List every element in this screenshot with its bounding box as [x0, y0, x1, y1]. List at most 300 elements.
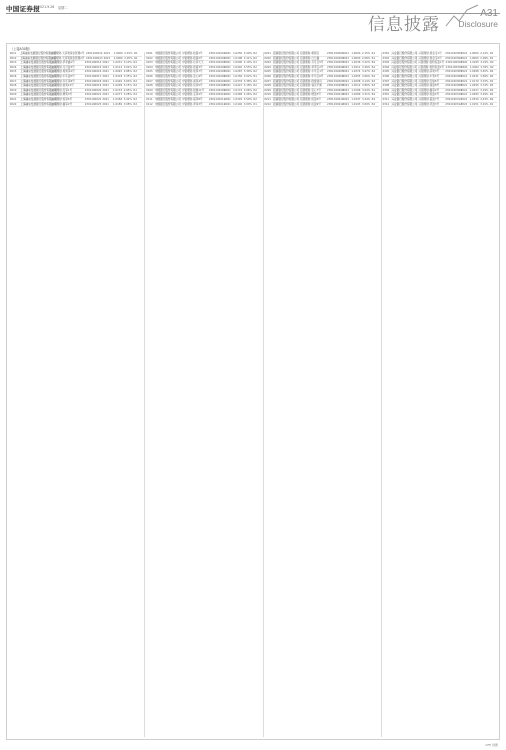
table-cell-c: 3.45% [480, 70, 489, 74]
table-cell-prod: 兴银理财-悦盈4号 [418, 93, 440, 97]
table-cell-b: 1.0333 [233, 79, 243, 83]
table-cell-no: 0011 [9, 52, 17, 55]
table-cell-c: 3.34% [480, 65, 489, 69]
table-cell-c: 2.08% [361, 56, 371, 60]
table-cell-c: 3.74% [480, 84, 489, 88]
table-cell-c: 2.12% [480, 52, 489, 55]
table-cell-name: 兴业银行股份有限公司 [391, 84, 418, 88]
table-cell-d: R2 [253, 56, 257, 60]
table-cell-code: 2301190014 [84, 61, 102, 65]
table-cell-no: 0101 [146, 52, 153, 55]
table-cell-d: R2 [253, 88, 257, 92]
table-cell-name: 中国银行股份有限公司 [154, 65, 181, 69]
table-cell-no: 0205 [264, 70, 271, 74]
table-cell-name: 中国银行股份有限公司 [154, 56, 181, 60]
table-cell-c: 3.38% [243, 79, 252, 83]
table-cell-name: 招商银行股份有限公司 [273, 88, 300, 92]
table-cell-a: 2021 [342, 79, 350, 83]
table-cell-no: 0309 [382, 88, 390, 92]
table-cell-no: 0106 [146, 74, 153, 78]
table-cell-code: 2301190102 [208, 56, 226, 60]
table-cell-a: 2021 [460, 84, 468, 88]
table-cell-d: R1 [134, 56, 138, 60]
table-cell-b: 1.0302 [469, 65, 479, 69]
table-cell-code: 2301190205 [327, 70, 344, 74]
table-cell-c: 3.42% [123, 97, 132, 101]
table-cell-no: 0310 [382, 93, 390, 97]
table-cell-c: 3.18% [243, 84, 252, 88]
table-cell-no: 0211 [264, 97, 271, 101]
table-cell-prod: 招银理财-睿远平衡 [300, 84, 322, 88]
table-cell-a: 2021 [342, 52, 350, 55]
table-cell-code: 2301190017 [84, 74, 102, 78]
table-cell-d: R2 [253, 65, 257, 69]
table-cell-c: 3.55% [243, 65, 252, 69]
table-cell-name: 上海浦东发展银行股份有限公司 [20, 88, 57, 92]
table-cell-d: R2 [371, 70, 376, 74]
table-cell-code: 2301190019 [84, 84, 102, 88]
table-row [264, 103, 379, 108]
table-cell-b: 1.0245 [469, 61, 479, 65]
table-cell-no: 0102 [146, 56, 153, 60]
table-cell-code: 2301190212 [327, 102, 344, 106]
table-cell-code: 2301190016 [84, 70, 102, 74]
table-cell-b: 1.0512 [351, 84, 361, 88]
table-cell-a: 2021 [224, 93, 231, 97]
table-cell-prod: 中银理财-稳富1号 [181, 52, 203, 55]
table-cell-a: 2021 [460, 102, 468, 106]
table-cell-b: 1.0268 [233, 93, 243, 97]
table-cell-code: 2301190203 [327, 61, 344, 65]
table-cell-a: 2021 [342, 65, 350, 69]
section-title: 信息披露 [368, 15, 440, 35]
table-cell-a: 2021 [460, 56, 468, 60]
table-cell-c: 2.10% [243, 61, 252, 65]
paper-name: 中国证券报 [6, 5, 40, 13]
table-cell-code: 2301190310 [445, 93, 462, 97]
table-cell-code: 2301190311 [445, 97, 462, 101]
table-cell-d: R1 [253, 61, 257, 65]
table-cell-b: 1.0179 [469, 79, 479, 83]
table-cell-a: 2021 [102, 102, 109, 106]
table-cell-no: 0022 [9, 102, 17, 106]
table-cell-d: R2 [133, 70, 137, 74]
table-cell-prod: 浦银理财-月月盈3号 [51, 65, 75, 69]
table-cell-code: 2301190312 [445, 102, 462, 106]
table-cell-name: 上海浦东发展银行股份有限公司 [20, 74, 57, 78]
table-cell-code: 2301190202 [327, 56, 344, 60]
table-cell-a: 2021 [460, 93, 468, 97]
table-cell-a: 2021 [342, 70, 350, 74]
table-cell-prod: 招银理财-增盈3号 [300, 93, 321, 97]
table-cell-no: 0307 [382, 79, 390, 83]
table-cell-name: 兴业银行股份有限公司 [391, 61, 418, 65]
table-cell-code: 2301190023 [84, 102, 102, 106]
table-cell-c: 3.47% [361, 70, 371, 74]
table-cell-b: 1.0189 [113, 102, 123, 106]
table-row [145, 103, 260, 108]
table-cell-a: 2021 [224, 84, 231, 88]
table-cell-b: 1.0174 [233, 88, 243, 92]
table-cell-prod: 中银理财-悦享7号 [181, 70, 203, 74]
table-cell-a: 2021 [460, 97, 468, 101]
table-cell-code: 2301190211 [327, 97, 344, 101]
table-cell-no: 0109 [146, 88, 153, 92]
table-cell-prod: 浦银理财-稳利12号 [51, 84, 74, 88]
table-cell-no: 0013 [9, 61, 17, 65]
table-row [382, 103, 497, 108]
table-cell-name: 招商银行股份有限公司 [273, 70, 300, 74]
table-cell-prod: 浦银理财-周周享2号 [51, 70, 75, 74]
table-cell-a: 2021 [224, 61, 231, 65]
table-cell-prod: 浦银理财-年年享8号 [51, 79, 75, 83]
table-cell-b: 1.0289 [351, 93, 361, 97]
table-cell-name: 兴业银行股份有限公司 [391, 74, 418, 78]
table-cell-c: 3.50% [243, 97, 252, 101]
table-cell-d: R2 [371, 79, 376, 83]
table-cell-name: 招商银行股份有限公司 [273, 97, 300, 101]
table-cell-a: 2021 [224, 52, 231, 55]
table-cell-d: R2 [253, 79, 257, 83]
table-cell-d: R1 [134, 52, 138, 55]
table-cell-no: 0012 [9, 56, 17, 60]
table-cell-a: 2021 [460, 88, 468, 92]
table-cell-no: 0103 [146, 61, 153, 65]
table-cell-no: 0019 [9, 88, 17, 92]
table-cell-code: 2301190018 [84, 79, 102, 83]
table-cell-a: 2021 [224, 102, 231, 106]
table-cell-c: 3.35% [123, 74, 132, 78]
table-cell-prod: 浦银理财-悦享6号 [51, 97, 73, 101]
table-cell-a: 2021 [342, 61, 350, 65]
table-cell-name: 招商银行股份有限公司 [273, 102, 300, 106]
table-cell-name: 招商银行股份有限公司 [273, 84, 300, 88]
table-cell-code: 2301190012 [86, 52, 103, 55]
table-cell-b: 1.0221 [233, 84, 243, 88]
table-cell-c: 3.30% [243, 70, 252, 74]
table-cell-a: 2021 [342, 74, 350, 78]
table-cell-c: 3.66% [361, 74, 371, 78]
table-cell-b: 1.0431 [469, 74, 479, 78]
table-cell-name: 中国银行股份有限公司 [154, 88, 181, 92]
table-cell-prod: 招银理财-季季宝2号 [300, 65, 324, 69]
table-cell-c: 3.29% [480, 93, 489, 97]
table-cell-prod: 浦银理财-天添利现金管理1号 [50, 52, 85, 55]
table-cell-b: 1.0208 [351, 79, 361, 83]
table-cell-b: 1.0000 [351, 52, 361, 55]
table-cell-name: 招商银行股份有限公司 [273, 65, 300, 69]
table-cell-d: R1 [133, 88, 137, 92]
table-cell-c: 3.58% [480, 74, 489, 78]
table-cell-b: 1.0227 [469, 88, 479, 92]
table-cell-name: 上海浦东发展银行股份有限公司 [20, 102, 57, 106]
table-cell-name: 兴业银行股份有限公司 [391, 88, 418, 92]
table-cell-code: 2301190013 [86, 56, 103, 60]
table-cell-b: 1.0045 [113, 70, 123, 74]
table-cell-c: 3.02% [243, 74, 252, 78]
table-cell-name: 上海浦东发展银行股份有限公司 [20, 79, 57, 83]
table-cell-a: 2021 [224, 65, 231, 69]
table-cell-d: R1 [371, 52, 376, 55]
table-cell-prod: 兴银理财-现金宝1号 [418, 52, 442, 55]
table-cell-no: 0016 [9, 74, 17, 78]
table-cell-d: R2 [253, 52, 257, 55]
table-cell-name: 中国银行股份有限公司 [154, 102, 181, 106]
table-cell-no: 0108 [146, 84, 153, 88]
table-cell-code: 2301190106 [208, 74, 226, 78]
table-cell-c: 2.15% [361, 52, 371, 55]
table-cell-b: 1.0347 [351, 97, 361, 101]
table-cell-c: 3.08% [123, 102, 132, 106]
table-cell-name: 中国银行股份有限公司 [154, 84, 181, 88]
table-cell-c: 3.06% [243, 88, 252, 92]
table-cell-c: 3.00% [243, 102, 252, 106]
table-cell-c: 3.44% [361, 97, 371, 101]
table-cell-d: R2 [489, 70, 494, 74]
table-cell-no: 0203 [264, 61, 271, 65]
table-cell-d: R3 [489, 84, 494, 88]
table-cell-d: R2 [489, 93, 494, 97]
table-cell-b: 1.0231 [113, 61, 123, 65]
table-cell-d: R2 [253, 93, 257, 97]
table-cell-a: 2021 [460, 79, 468, 83]
table-cell-code: 2301190015 [84, 65, 102, 69]
table-cell-no: 0014 [9, 65, 17, 69]
table-cell-d: R2 [489, 97, 494, 101]
table-cell-name: 招商银行股份有限公司 [273, 79, 300, 83]
table-cell-prod: 兴银理财-现金宝2号 [418, 56, 442, 60]
table-cell-d: R2 [133, 79, 137, 83]
table-cell-b: 1.0283 [469, 93, 479, 97]
table-cell-d: R1 [253, 102, 257, 106]
table-cell-d: R2 [253, 97, 257, 101]
table-cell-b: 1.0250 [233, 52, 243, 55]
table-cell-no: 0311 [382, 97, 390, 101]
table-cell-c: 3.24% [480, 61, 489, 65]
table-cell-a: 2021 [102, 70, 109, 74]
table-cell-b: 1.0198 [233, 56, 243, 60]
table-cell-a: 2021 [102, 61, 109, 65]
table-cell-a: 2021 [224, 74, 231, 78]
table-cell-d: R2 [371, 93, 376, 97]
table-cell-code: 2301190304 [445, 65, 463, 69]
table-cell-d: R2 [133, 61, 137, 65]
table-cell-code: 2301190307 [445, 79, 462, 83]
table-cell-prod: 浦银理财-天添利现金管理2号 [50, 56, 85, 60]
masthead [0, 0, 506, 40]
table-cell-d: R2 [253, 84, 257, 88]
table-cell-d: R2 [489, 74, 494, 78]
table-cell-b: 1.0000 [113, 52, 123, 55]
table-cell-no: 0017 [9, 79, 17, 83]
section-subtitle: Disclosure [458, 19, 498, 29]
table-cell-a: 2021 [103, 52, 111, 55]
table-cell-b: 1.0374 [351, 70, 361, 74]
table-cell-name: 兴业银行股份有限公司 [391, 65, 418, 69]
table-cell-d: R2 [133, 93, 137, 97]
table-cell-d: R2 [133, 97, 137, 101]
table-cell-no: 0110 [146, 93, 153, 97]
table-cell-code: 2301190101 [208, 52, 226, 55]
table-cell-no: 0018 [9, 84, 17, 88]
table-cell-b: 1.0318 [113, 74, 123, 78]
table-cell-a: 2021 [102, 97, 109, 101]
table-cell-d: R1 [489, 79, 494, 83]
table-cell-c: 2.09% [480, 56, 489, 60]
table-cell-prod: 招银理财-半年宝1号 [300, 70, 324, 74]
table-cell-no: 0206 [264, 74, 271, 78]
table-cell-prod: 中银理财-睿享4号 [181, 79, 203, 83]
table-cell-a: 2021 [102, 84, 109, 88]
table-cell-no: 0304 [382, 65, 390, 69]
table-cell-code: 2301190210 [327, 93, 344, 97]
table-cell-d: R2 [371, 65, 376, 69]
table-cell-a: 2021 [460, 74, 468, 78]
table-cell-no: 0015 [9, 70, 17, 74]
table-cell-b: 1.0166 [351, 88, 361, 92]
table-cell-a: 2021 [460, 52, 468, 55]
table-cell-prod: 兴银理财-稳利恒盈2号 [418, 65, 445, 69]
table-cell-b: 1.0402 [233, 65, 243, 69]
table-cell-no: 0107 [146, 79, 153, 83]
table-cell-code: 2301190303 [445, 61, 463, 65]
table-cell-name: 上海浦东发展银行股份有限公司 [20, 61, 57, 65]
table-cell-b: 1.0420 [113, 79, 123, 83]
table-cell-no: 0208 [264, 84, 271, 88]
table-column [9, 52, 142, 737]
table-cell-code: 2301190309 [445, 88, 462, 92]
table-cell-code: 2301190301 [445, 52, 462, 55]
table-cell-no: 0308 [382, 84, 390, 88]
table-cell-a: 2021 [103, 56, 111, 60]
table-cell-b: 1.0311 [351, 65, 361, 69]
paper-weekday: 星期二 [58, 6, 68, 10]
table-cell-no: 0312 [382, 102, 390, 106]
table-cell-name: 招商银行股份有限公司 [273, 52, 300, 55]
table-cell-prod: 浦银理财-增利3号 [51, 93, 73, 97]
table-column [144, 52, 260, 737]
table-cell-c: 3.10% [123, 61, 132, 65]
table-cell-name: 上海浦东发展银行股份有限公司 [19, 56, 57, 60]
table-cell-prod: 兴银理财-安愉6号 [418, 79, 440, 83]
table-cell-a: 2021 [224, 56, 231, 60]
table-cell-b: 1.0359 [469, 97, 479, 101]
table-cell-code: 2301190103 [208, 61, 226, 65]
table-cell-prod: 兴银理财-稳利恒盈1号 [418, 61, 445, 65]
table-cell-no: 0305 [382, 70, 390, 74]
table-cell-prod: 兴银理财-睿盈8号 [418, 84, 440, 88]
table-cell-d: R2 [133, 84, 137, 88]
table-cell-prod: 中银理财-智富3号 [181, 65, 203, 69]
table-cell-c: 3.04% [361, 88, 371, 92]
table-cell-code: 2301190110 [208, 93, 226, 97]
table-cell-prod: 浦银理财-鑫享2号 [51, 102, 73, 106]
paper-date: 2021.9.28 [38, 5, 55, 9]
table-cell-b: 1.0000 [233, 61, 243, 65]
table-cell-name: 招商银行股份有限公司 [273, 74, 300, 78]
table-cell-a: 2021 [102, 93, 109, 97]
table-cell-a: 2021 [461, 65, 468, 69]
table-cell-name: 兴业银行股份有限公司 [391, 97, 418, 101]
table-cell-d: R2 [371, 74, 376, 78]
table-cell-b: 1.0391 [233, 97, 243, 101]
table-cell-b: 1.0000 [469, 56, 479, 60]
footer-tag: CFP 供图 [485, 743, 498, 747]
table-cell-d: R2 [371, 102, 376, 106]
table-column [263, 52, 379, 737]
table-cell-a: 2021 [342, 102, 350, 106]
table-cell-b: 1.0495 [469, 84, 479, 88]
table-cell-no: 0207 [264, 79, 271, 83]
table-cell-c: 2.01% [124, 52, 133, 55]
table-cell-no: 0201 [264, 52, 271, 55]
table-cell-d: R2 [371, 97, 376, 101]
table-cell-code: 2301190021 [84, 93, 102, 97]
table-cell-name: 中国银行股份有限公司 [154, 52, 181, 55]
table-cell-b: 1.0193 [351, 102, 361, 106]
table-cell-d: R2 [253, 70, 257, 74]
table-cell-b: 1.0277 [113, 93, 123, 97]
table-cell-c: 2.95% [123, 88, 132, 92]
table-cell-prod: 兴银理财-添利3号 [418, 70, 440, 74]
table-cell-no: 0111 [146, 97, 153, 101]
table-cell-name: 上海浦东发展银行股份有限公司 [20, 70, 57, 74]
table-cell-no: 0202 [264, 56, 271, 60]
table-cell-no: 0306 [382, 74, 390, 78]
table-cell-name: 上海浦东发展银行股份有限公司 [20, 65, 57, 69]
table-cell-c: 3.14% [361, 79, 371, 83]
table-row [9, 103, 142, 108]
table-cell-c: 3.80% [361, 84, 371, 88]
table-cell-name: 上海浦东发展银行股份有限公司 [20, 93, 57, 97]
table-cell-b: 1.0287 [233, 70, 243, 74]
table-cell-code: 2301190107 [208, 79, 226, 83]
table-cell-d: R2 [490, 65, 494, 69]
table-cell-c: 3.19% [480, 88, 489, 92]
table-cell-a: 2021 [342, 84, 350, 88]
table-cell-b: 1.0455 [351, 74, 361, 78]
table-cell-c: 3.20% [243, 52, 252, 55]
table-cell-code: 2301190201 [327, 52, 344, 55]
table-cell-prod: 中银理财-稳富2号 [181, 56, 203, 60]
table-cell-prod: 招银理财-恒盈9号 [300, 102, 321, 106]
table-cell-prod: 招银理财-安心7号 [300, 88, 321, 92]
table-cell-code: 2301190209 [327, 88, 344, 92]
table-cell-d: R1 [489, 56, 494, 60]
table-cell-name: 兴业银行股份有限公司 [391, 93, 418, 97]
table-cell-prod: 浦银理财-安享1号 [51, 88, 73, 92]
table-cell-c: 3.43% [480, 97, 489, 101]
table-cell-b: 1.0140 [233, 102, 243, 106]
table-cell-code: 2301190204 [327, 65, 344, 69]
table-cell-code: 2301190022 [84, 97, 102, 101]
table-cell-no: 0212 [264, 102, 271, 106]
table-cell-no: 0301 [382, 52, 390, 55]
table-cell-no: 0104 [146, 65, 153, 69]
continued-label: （上接A30版） [10, 47, 33, 51]
table-cell-c: 3.11% [243, 56, 252, 60]
table-cell-name: 中国银行股份有限公司 [154, 61, 181, 65]
table-cell-a: 2021 [460, 70, 468, 74]
table-cell-d: R2 [133, 102, 137, 106]
table-cell-d: R1 [371, 88, 376, 92]
table-cell-d: R2 [490, 61, 494, 65]
table-cell-name: 上海浦东发展银行股份有限公司 [20, 97, 57, 101]
table-cell-code: 2301190206 [327, 74, 344, 78]
table-cell-c: 3.26% [243, 93, 252, 97]
table-cell-d: R1 [489, 102, 494, 106]
table-cell-name: 中国银行股份有限公司 [154, 74, 181, 78]
